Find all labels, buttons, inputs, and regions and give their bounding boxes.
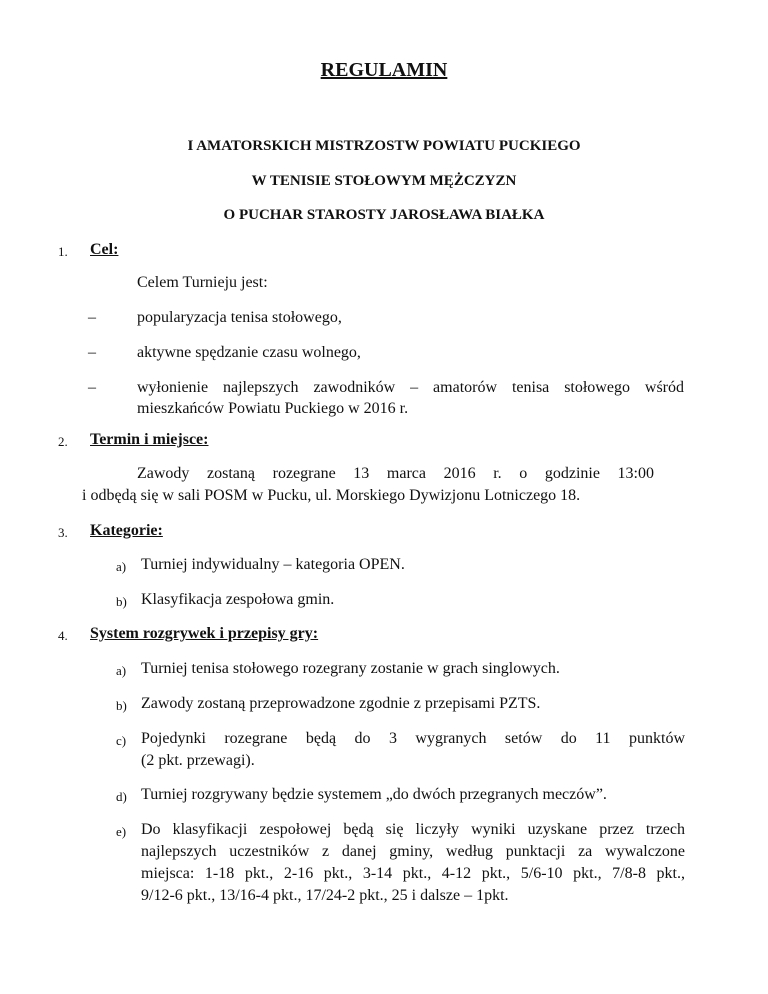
item-label: a) [116,559,127,574]
section-1-bullet-3-line-1: wyłonienie najlepszych zawodników – amatorów tenisa stołowego wśród [137,379,684,396]
item-label: c) [116,733,127,748]
section-4-item-e-line-2: najlepszych uczestników z danej gminy, według punktacji za wywalczone [141,843,685,860]
section-3-heading: Kategorie: [90,522,163,539]
bullet-dash: – [88,379,96,396]
section-1-bullet-3-line-2: mieszkańców Powiatu Puckiego w 2016 r. [137,400,409,417]
section-4-number: 4. [58,628,68,643]
item-label: a) [116,663,127,678]
section-3-item-b: Klasyfikacja zespołowa gmin. [141,591,335,608]
section-2-line-2: i odbędą się w sali POSM w Pucku, ul. Morskiego Dywizjonu Lotniczego 18. [82,487,581,504]
document-title: REGULAMIN [320,59,448,81]
item-label: e) [116,824,127,839]
section-4-item-e-line-3: miejsca: 1-18 pkt., 2-16 pkt., 3-14 pkt., 4-12 pkt., 5/6-10 pkt., 7/8-8 pkt., [141,865,685,882]
subtitle-line-3: O PUCHAR STAROSTY JAROSŁAWA BIAŁKA [223,207,545,223]
section-4-item-c-line-1: Pojedynki rozegrane będą do 3 wygranych setów do 11 punktów [141,730,685,747]
section-2-heading: Termin i miejsce: [90,431,209,448]
section-4-heading: System rozgrywek i przepisy gry: [90,625,319,642]
item-label: d) [116,789,127,804]
section-4-item-d: Turniej rozgrywany będzie systemem „do dwóch przegranych meczów”. [141,786,607,803]
item-label: b) [116,698,127,713]
section-3-item-a: Turniej indywidualny – kategoria OPEN. [141,556,405,573]
subtitle-line-1: I AMATORSKICH MISTRZOSTW POWIATU PUCKIEGO [187,138,581,154]
section-3-number: 3. [58,525,68,540]
bullet-dash: – [88,344,96,361]
section-1-intro: Celem Turnieju jest: [137,274,268,291]
section-4-item-b: Zawody zostaną przeprowadzone zgodnie z przepisami PZTS. [141,695,541,712]
section-1-heading: Cel: [90,241,119,258]
section-1-number: 1. [58,244,68,259]
section-4-item-e-line-4: 9/12-6 pkt., 13/16-4 pkt., 17/24-2 pkt., 25 i dalsze – 1pkt. [141,887,509,904]
section-4-item-e-line-1: Do klasyfikacji zespołowej będą się liczyły wyniki uzyskane przez trzech [141,821,685,838]
item-label: b) [116,594,127,609]
section-1-bullet-2: aktywne spędzanie czasu wolnego, [137,344,361,361]
section-2-number: 2. [58,434,68,449]
section-4-item-a: Turniej tenisa stołowego rozegrany zostanie w grach singlowych. [141,660,560,677]
bullet-dash: – [88,309,96,326]
section-4-item-c-line-2: (2 pkt. przewagi). [141,752,255,769]
section-2-line-1: Zawody zostaną rozegrane 13 marca 2016 r. o godzinie 13:00 [137,465,654,482]
subtitle-line-2: W TENISIE STOŁOWYM MĘŻCZYZN [251,173,517,189]
section-1-bullet-1: popularyzacja tenisa stołowego, [137,309,342,326]
